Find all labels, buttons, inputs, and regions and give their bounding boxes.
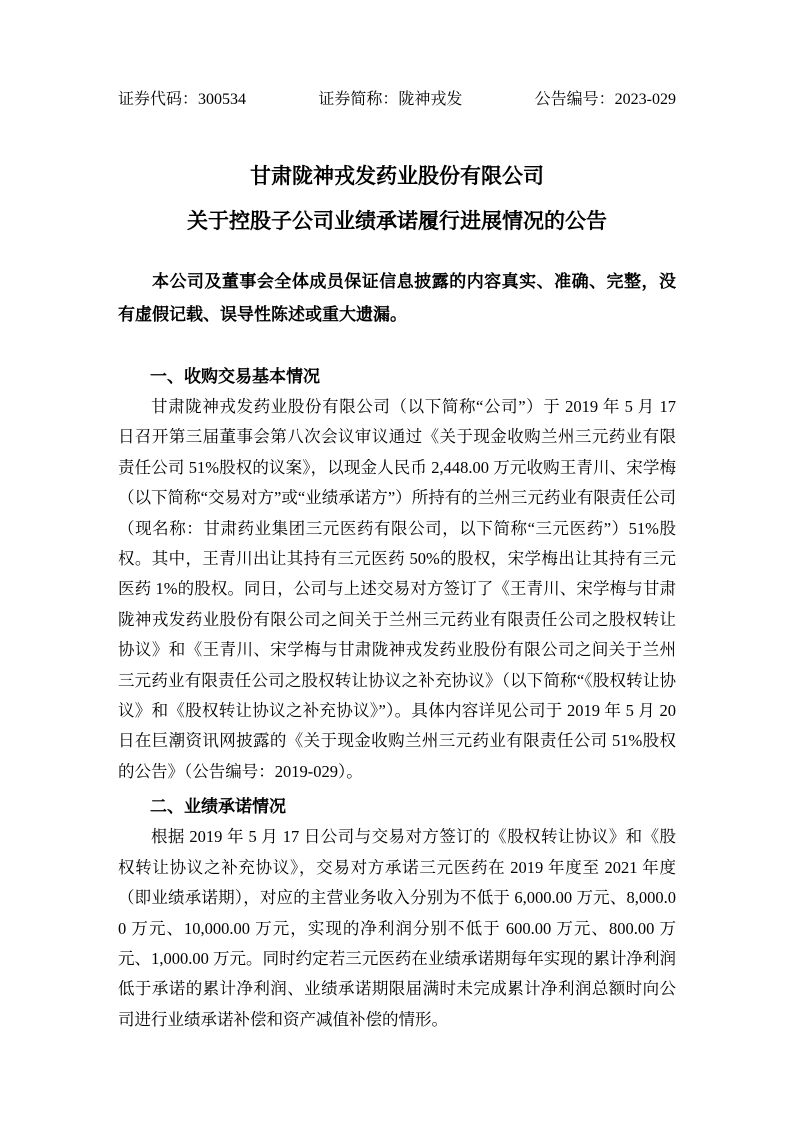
stock-short-name: 证券简称：陇神戎发 [318,91,463,108]
announcement-subject-title-line: 关于控股子公司业绩承诺履行进展情况的公告 [187,209,607,233]
document-title [118,154,676,244]
board-disclaimer: 本公司及董事会全体成员保证信息披露的内容真实、准确、完整，没有虚假记载、误导性陈述或重大遗漏。 [118,272,676,324]
section-2-heading: 二、业绩承诺情况 [149,797,286,817]
section-1-paragraph: 甘肃陇神戎发药业股份有限公司（以下简称“公司”）于 2019 年 5 月 17 日召开第三届董事会第八次会议审议通过《关于现金收购兰州三元药业有限责任公司 51%股权的议案》，以现金人民币 2,448.00 万元收购王青川、宋学梅（以下简称“交易对方”或“业绩承诺方”）所持有的兰州三元药业有限责任公司（现名称：甘肃药业集团三元医药有限公司，以下简称“三元医药”）51%股权。其中，王青川出让其持有三元医药 50%的股权，宋学梅出让其持有三元医药 1%的股权。同日，公司与上述交易对方签订了《王青川、宋学梅与甘肃陇神戎发药业股份有限公司之间关于兰州三元药业有限责任公司之股权转让协议》和《王青川、宋学梅与甘肃陇神戎发药业股份有限公司之间关于兰州三元药业有限责任公司之股权转让协议之补充协议》（以下简称“《股权转让协议》和《股权转让协议之补充协议》”）。具体内容详见公司于 2019 年 5 月 20 日在巨潮资讯网披露的《关于现金收购兰州三元药业有限责任公司 51%股权的公告》（公告编号：2019-029）。 [118,397,676,781]
stock-code: 证券代码：300534 [118,91,247,108]
section-2-paragraph: 根据 2019 年 5 月 17 日公司与交易对方签订的《股权转让协议》和《股权转让协议之补充协议》，交易对方承诺三元医药在 2019 年度至 2021 年度（即业绩承诺期），对应的主营业务收入分别为不低于 6,000.00 万元、8,000.00 万元、10,000.00 万元，实现的净利润分别不低于 600.00 万元、800.00 万元、1,000.00 万元。同时约定若三元医药在业绩承诺期每年实现的累计净利润低于承诺的累计净利润、业绩承诺期限届满时未完成累计净利润总额时向公司进行业绩承诺补偿和资产减值补偿的情形。 [118,827,676,1029]
announcement-number: 公告编号：2023-029 [534,91,676,108]
document-header [118,88,676,112]
section-1-heading: 一、收购交易基本情况 [149,367,320,386]
company-name-title-line: 甘肃陇神戎发药业股份有限公司 [250,164,544,188]
